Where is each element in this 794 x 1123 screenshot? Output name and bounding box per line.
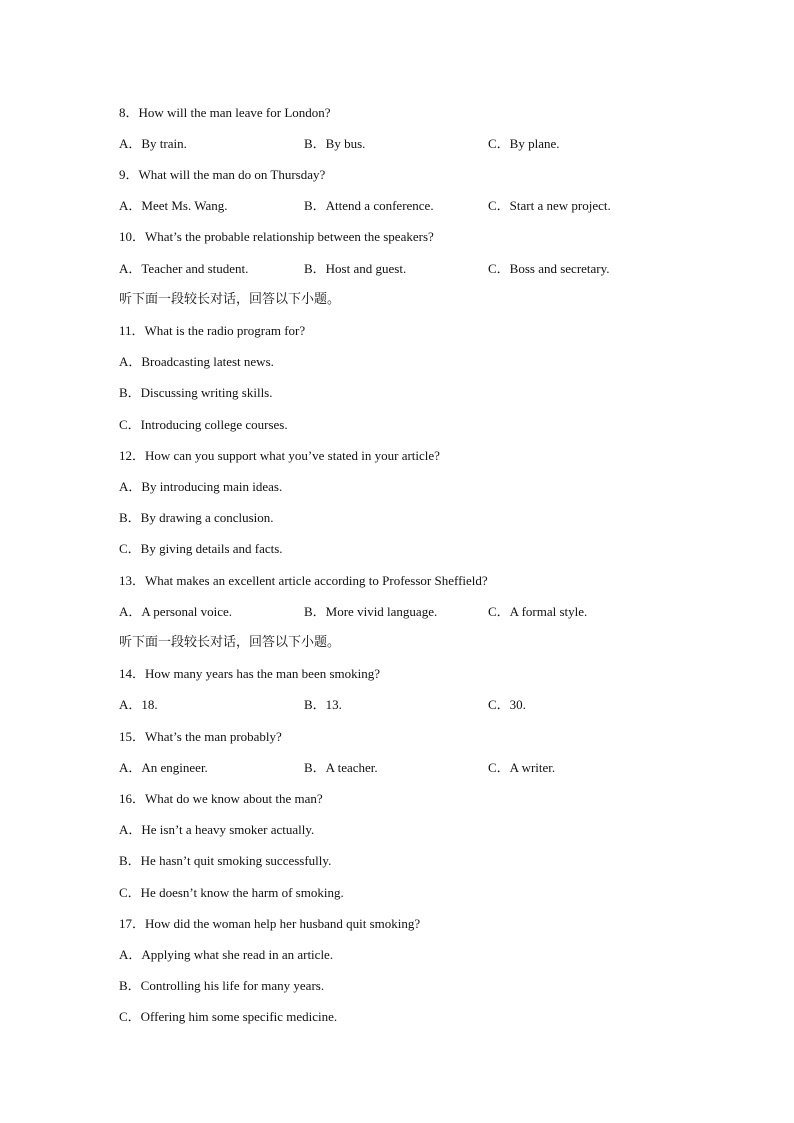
question-11-option-a: A．Broadcasting latest news. (119, 354, 274, 369)
question-9-option-b: B．Attend a conference. (304, 198, 434, 213)
question-9-option-c: C．Start a new project. (488, 198, 611, 213)
question-16-option-a: A．He isn’t a heavy smoker actually. (119, 822, 315, 837)
question-13-option-a: A．A personal voice. (119, 604, 233, 619)
question-10-option-a: A．Teacher and student. (119, 261, 249, 276)
question-12-option-c: C．By giving details and facts. (119, 541, 283, 556)
question-14-option-c: C．30. (488, 697, 526, 712)
question-16-option-b: B．He hasn’t quit smoking successfully. (119, 853, 332, 868)
question-12-option-a: A．By introducing main ideas. (119, 479, 283, 494)
question-8-option-c: C．By plane. (488, 136, 560, 151)
section-instruction-2: 听下面一段较长对话，回答以下小题。 (119, 635, 341, 650)
question-15-option-a: A．An engineer. (119, 760, 208, 775)
question-17-option-a: A．Applying what she read in an article. (119, 947, 334, 962)
question-17: 17．How did the woman help her husband quit smoking? (119, 916, 421, 931)
question-17-option-b: B．Controlling his life for many years. (119, 978, 325, 993)
section-instruction-1: 听下面一段较长对话，回答以下小题。 (119, 292, 341, 307)
question-8-option-a: A．By train. (119, 136, 187, 151)
question-12-option-b: B．By drawing a conclusion. (119, 510, 274, 525)
question-8-option-b: B．By bus. (304, 136, 366, 151)
question-13-option-b: B．More vivid language. (304, 604, 438, 619)
question-10-option-c: C．Boss and secretary. (488, 261, 610, 276)
question-16-option-c: C．He doesn’t know the harm of smoking. (119, 885, 344, 900)
question-14-option-a: A．18. (119, 697, 158, 712)
question-12: 12．How can you support what you’ve stated in your article? (119, 448, 440, 463)
question-10: 10．What’s the probable relationship between the speakers? (119, 229, 434, 244)
question-11-option-b: B．Discussing writing skills. (119, 385, 273, 400)
question-15-option-c: C．A writer. (488, 760, 556, 775)
question-10-option-b: B．Host and guest. (304, 261, 407, 276)
question-8: 8．How will the man leave for London? (119, 105, 331, 120)
question-13: 13．What makes an excellent article according to Professor Sheffield? (119, 573, 488, 588)
question-9-option-a: A．Meet Ms. Wang. (119, 198, 228, 213)
question-16: 16．What do we know about the man? (119, 791, 323, 806)
question-9: 9．What will the man do on Thursday? (119, 167, 326, 182)
question-14: 14．How many years has the man been smoking? (119, 666, 381, 681)
question-15-option-b: B．A teacher. (304, 760, 378, 775)
question-11-option-c: C．Introducing college courses. (119, 417, 288, 432)
question-14-option-b: B．13. (304, 697, 342, 712)
question-11: 11．What is the radio program for? (119, 323, 306, 338)
question-13-option-c: C．A formal style. (488, 604, 588, 619)
question-17-option-c: C．Offering him some specific medicine. (119, 1009, 338, 1024)
question-15: 15．What’s the man probably? (119, 729, 282, 744)
